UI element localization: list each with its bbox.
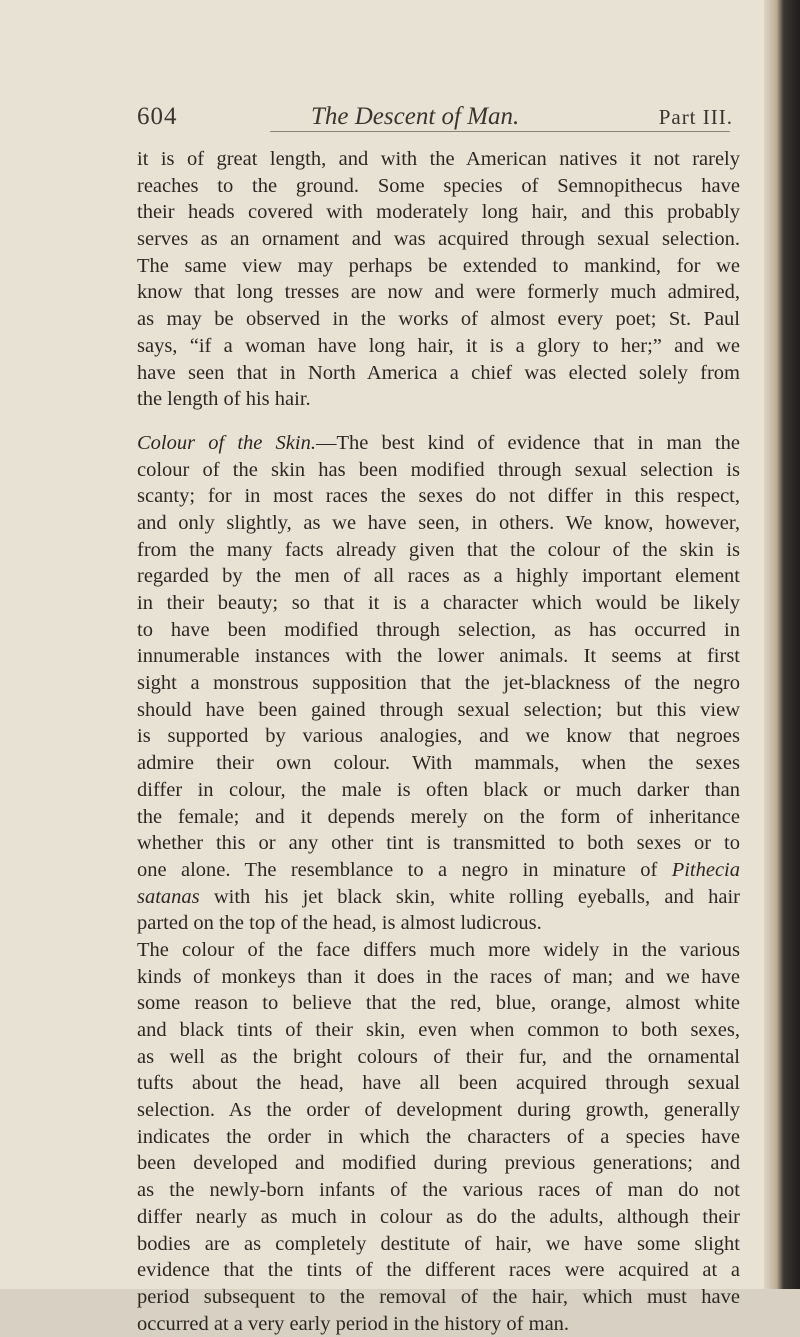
text-line: is supported by various analogies, and we know that negroes xyxy=(137,725,740,748)
page-binding-shadow xyxy=(764,0,800,1289)
text-line: scanty; for in most races the sexes do not differ in this respect, xyxy=(137,485,740,508)
text-fragment: —The best kind of evidence that in man the xyxy=(315,431,741,454)
text-line: as may be observed in the works of almost every poet; St. Paul xyxy=(137,308,740,331)
text-line: bodies are as completely destitute of hair, we have some slight xyxy=(137,1232,740,1255)
text-line: some reason to believe that the red, blue, orange, almost white xyxy=(137,992,740,1015)
text-line: tufts about the head, have all been acquired through sexual xyxy=(137,1072,740,1095)
part-label: Part III. xyxy=(658,105,733,129)
text-line: differ in colour, the male is often black or much darker than xyxy=(137,778,740,801)
header-rule xyxy=(270,131,730,132)
text-line: serves as an ornament and was acquired through sexual selection. xyxy=(137,228,740,251)
text-line: differ nearly as much in colour as do the adults, although their xyxy=(137,1205,740,1228)
genus-name: Pithecia xyxy=(671,858,740,881)
text-line: admire their own colour. With mammals, when the sexes xyxy=(137,752,740,775)
text-line: their heads covered with moderately long hair, and this probably xyxy=(137,201,740,224)
text-line: it is of great length, and with the American natives it not rarely xyxy=(137,148,740,170)
text-line: colour of the skin has been modified through sexual selection is xyxy=(137,458,740,481)
text-line: the length of his hair. xyxy=(137,388,311,411)
text-line: period subsequent to the removal of the hair, which must have xyxy=(137,1285,740,1308)
text-line: sight a monstrous supposition that the jet-blackness of the negro xyxy=(137,672,740,695)
page-number: 604 xyxy=(137,103,178,130)
text-line: The colour of the face differs much more widely in the various xyxy=(137,938,740,961)
paragraph-colour-of-skin xyxy=(137,430,740,937)
paragraph-face-colour xyxy=(137,937,740,1337)
text-line: in their beauty; so that it is a character which would be likely xyxy=(137,592,740,614)
text-line: evidence that the tints of the different races were acquired at a xyxy=(137,1259,740,1282)
text-line: should have been gained through sexual selection; but this view xyxy=(137,698,740,721)
text-line: to have been modified through selection, as has occurred in xyxy=(137,618,740,641)
text-line: as the newly-born infants of the various races of man do not xyxy=(137,1179,740,1202)
text-line: and only slightly, as we have seen, in others. We know, however, xyxy=(137,511,740,534)
text-line: selection. As the order of development during growth, generally xyxy=(137,1099,740,1122)
text-line: the female; and it depends merely on the form of inheritance xyxy=(137,805,740,828)
body-text xyxy=(137,146,740,1337)
text-line: regarded by the men of all races as a highly important element xyxy=(137,565,740,588)
page-header xyxy=(137,103,737,139)
text-line: kinds of monkeys than it does in the races of man; and we have xyxy=(137,965,740,988)
text-line: reaches to the ground. Some species of Semnopithecus have xyxy=(137,174,740,197)
text-line: and black tints of their skin, even when common to both sexes, xyxy=(137,1019,740,1041)
text-line: whether this or any other tint is transmitted to both sexes or to xyxy=(137,832,740,855)
text-line: from the many facts already given that the colour of the skin is xyxy=(137,538,740,561)
text-line: occurred at a very early period in the history of man. xyxy=(137,1312,570,1335)
text-line: have seen that in North America a chief was elected solely from xyxy=(137,361,740,384)
text-line: know that long tresses are now and were formerly much admired, xyxy=(137,281,740,304)
paragraph-gap xyxy=(137,413,740,430)
text-line: as well as the bright colours of their fur, and the ornamental xyxy=(137,1045,740,1068)
paragraph-hair xyxy=(137,146,740,413)
text-fragment: one alone. The resemblance to a negro in minature of xyxy=(137,858,672,881)
text-line: been developed and modified during previous generations; and xyxy=(137,1152,740,1175)
species-name: satanas xyxy=(137,885,200,908)
section-heading: Colour of the Skin. xyxy=(137,431,316,454)
text-line: indicates the order in which the characters of a species have xyxy=(137,1125,740,1148)
text-fragment: with his jet black skin, white rolling eyeballs, and hair xyxy=(199,885,740,908)
text-line xyxy=(137,884,740,911)
text-line xyxy=(137,857,740,884)
running-title: The Descent of Man. xyxy=(311,103,520,130)
text-line: innumerable instances with the lower animals. It seems at first xyxy=(137,645,740,668)
text-line: says, “if a woman have long hair, it is a glory to her;” and we xyxy=(137,334,740,357)
text-line xyxy=(137,430,740,457)
text-line: parted on the top of the head, is almost ludicrous. xyxy=(137,912,542,935)
text-line: The same view may perhaps be extended to mankind, for we xyxy=(137,254,740,277)
